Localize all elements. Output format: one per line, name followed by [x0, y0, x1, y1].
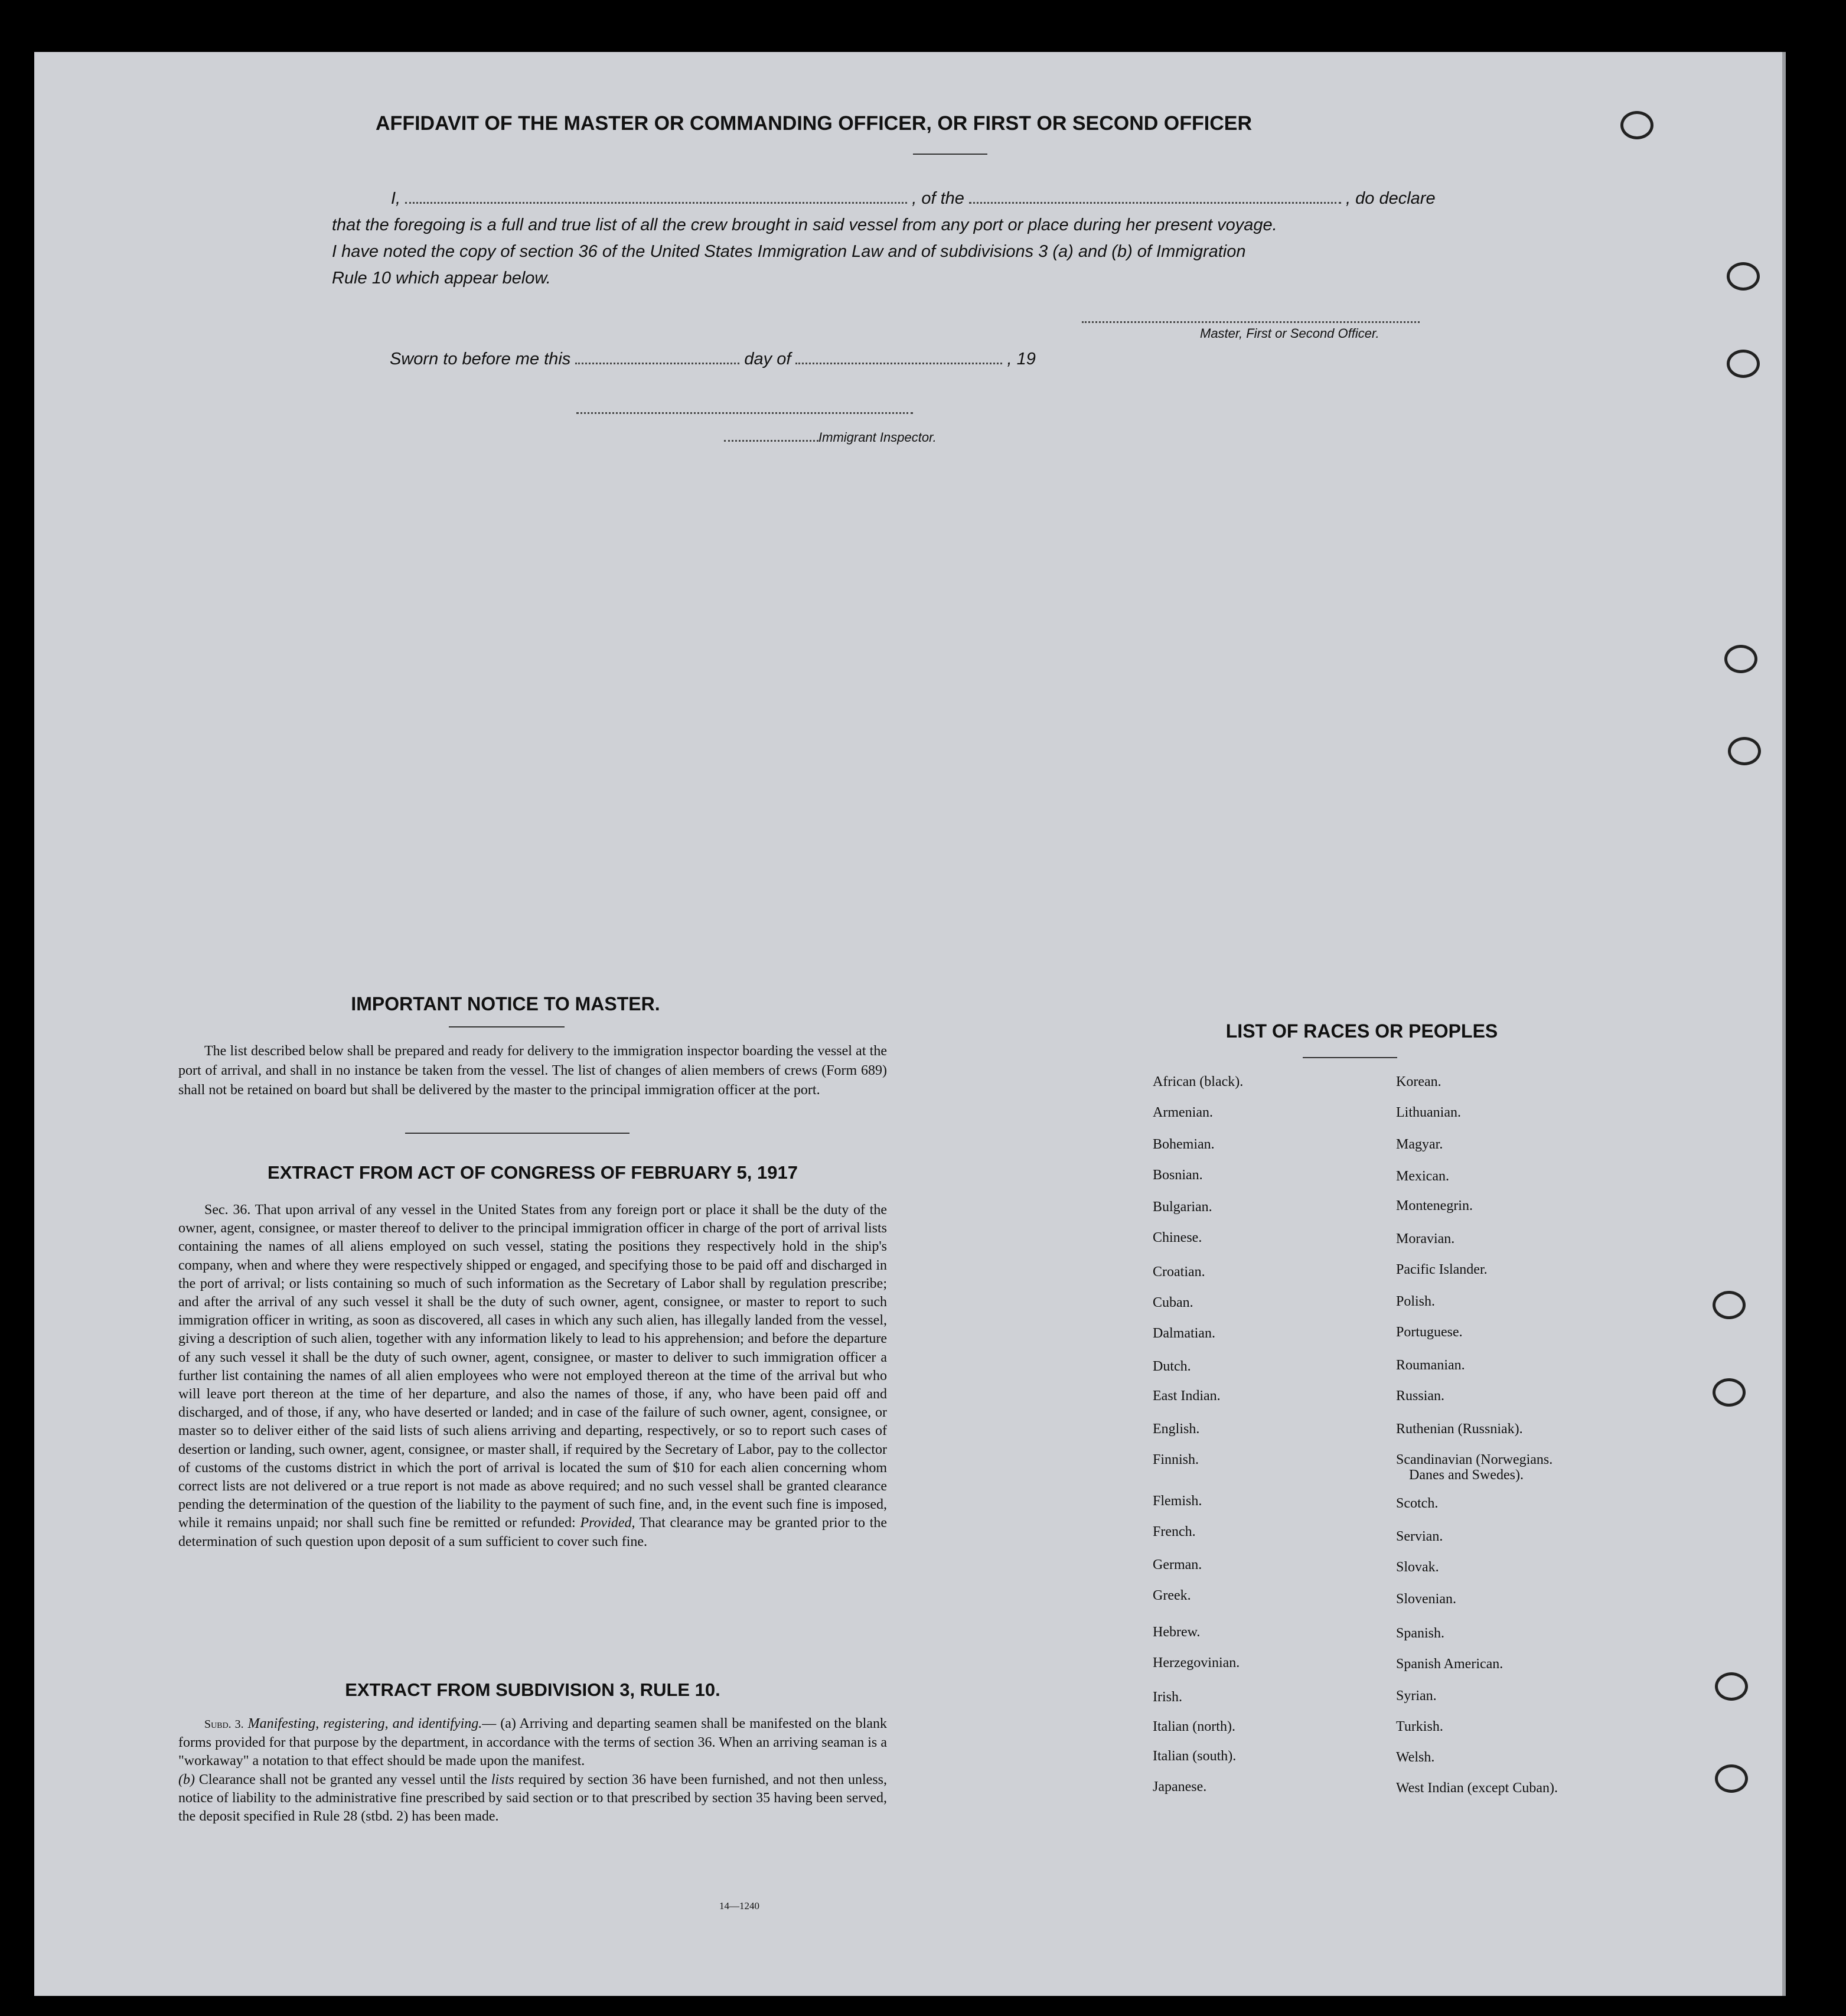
binder-hole — [1620, 111, 1653, 139]
vessel-blank[interactable] — [969, 202, 1341, 204]
notice-title: IMPORTANT NOTICE TO MASTER. — [351, 993, 660, 1014]
subdivision-b-text-2: required by section 36 have been furnished, and not then unless, notice of liability to the administrative fine prescribed by said section or to that prescribed by section 35 having been served, the deposit specified in Rule 28 (stbd. 2) has been made. — [178, 1772, 888, 1825]
section-divider — [405, 1133, 630, 1134]
race-item: Cuban. — [1153, 1295, 1193, 1310]
binder-hole — [1713, 1291, 1746, 1319]
inspector-line — [724, 430, 937, 445]
extract-rule-text — [178, 1715, 887, 1826]
race-item: Italian (south). — [1153, 1748, 1237, 1764]
day-of-label: day of — [744, 350, 791, 368]
race-item: African (black). — [1153, 1074, 1244, 1089]
signature-blank[interactable] — [1082, 321, 1420, 323]
subdivision-mark: Subd. 3. — [204, 1718, 244, 1731]
affidavit-line-4: Rule 10 which appear below. — [332, 269, 551, 288]
affidavit-line-3: I have noted the copy of section 36 of the United States Immigration Law and of subdivisions 3 (a) and (b) of Immigration — [332, 242, 1246, 261]
race-item: Croatian. — [1153, 1264, 1205, 1280]
binder-hole — [1724, 645, 1757, 673]
race-item: Dutch. — [1153, 1359, 1191, 1374]
notice-rule — [449, 1026, 565, 1027]
binder-hole — [1713, 1378, 1746, 1407]
notice-text — [178, 1042, 887, 1100]
affidavit-i-label: I, — [391, 189, 401, 208]
race-item: Italian (north). — [1153, 1719, 1235, 1734]
race-item: Dalmatian. — [1153, 1326, 1215, 1341]
extract-act-paragraph: Sec. 36. That upon arrival of any vessel in the United States from any foreign port or place it shall be the duty of the owner, agent, consignee, or master thereof to deliver to the principal immigration officer in charge of the port of arrival lists containing the names of all aliens employed on such vessel, stating the positions they respectively hold in the ship's company, when and where they were respectively shipped or engaged, and specifying those to be paid off and discharged in the port of arrival; or lists containing so much of such information as the Secretary of Labor shall by regulation prescribe; and after the arrival of any such vessel it shall be the duty of such owner, agent, consignee, or master to report to such immigration officer in writing, as soon as discovered, all cases in which any such alien, has illegally landed from the vessel, giving a description of such alien, together with any information likely to lead to his apprehension; and before the departure of any such vessel it shall be the duty of such owner, agent, consignee, or master to deliver to such immigration officer a further list containing the names of all alien employees who were not employed thereon at the time of the arrival but who will leave port thereon at the time of her departure, and also the names of those, if any, who have been paid off and discharged, and of those, if any, who have deserted or landed; and in case of the failure of such owner, agent, consignee, or master so to deliver either of the said lists of such aliens arriving and departing, respectively, or so to report such cases of desertion or landing, such owner, agent, consignee, or master shall, if required by the Secretary of Labor, pay to the collector of customs of the customs district in which the port of arrival is located the sum of $10 for each alien concerning whom correct lists are not delivered or a true report is not made as above required; and no such vessel shall be granted clearance pending the determination of the question of the liability to the payment of such fine, and, in the event such fine is imposed, while it remains unpaid; nor shall such fine be remitted or refunded: — [178, 1202, 887, 1531]
race-item: Slovenian. — [1396, 1591, 1456, 1607]
year-label: , 19 — [1007, 350, 1036, 368]
sworn-label: Sworn to before me this — [390, 350, 571, 368]
affidavit-line-2: that the foregoing is a full and true list of all the crew brought in said vessel from any port or place during her present voyage. — [332, 216, 1277, 234]
race-item: Polish. — [1396, 1294, 1436, 1309]
race-item: Japanese. — [1153, 1779, 1207, 1795]
race-item: Spanish American. — [1396, 1656, 1503, 1672]
extract-act-text — [178, 1201, 887, 1551]
race-item: Russian. — [1396, 1388, 1445, 1404]
subdivision-b-mark: (b) — [178, 1772, 195, 1787]
document-page — [34, 52, 1786, 1996]
form-number: 14—1240 — [719, 1900, 759, 1911]
inspector-name-blank[interactable] — [724, 440, 818, 442]
race-item: Servian. — [1396, 1529, 1443, 1544]
race-item: Finnish. — [1153, 1452, 1199, 1467]
binder-hole — [1728, 737, 1761, 765]
binder-hole — [1715, 1672, 1748, 1701]
race-item: Turkish. — [1396, 1719, 1443, 1734]
extract-act-proviso: That clearance may be granted prior to the determination of such question upon deposit of a sum sufficient to cover such fine. — [178, 1515, 887, 1549]
extract-rule-title: EXTRACT FROM SUBDIVISION 3, RULE 10. — [345, 1679, 720, 1700]
do-declare-label: , do declare — [1346, 189, 1436, 208]
race-item: Roumanian. — [1396, 1358, 1465, 1373]
race-item: Irish. — [1153, 1689, 1182, 1705]
sworn-month-blank[interactable] — [795, 363, 1002, 364]
race-item: Danes and Swedes). — [1409, 1467, 1524, 1483]
race-item: German. — [1153, 1557, 1202, 1573]
race-item: English. — [1153, 1421, 1200, 1437]
race-item: Moravian. — [1396, 1231, 1455, 1247]
race-item: Ruthenian (Russniak). — [1396, 1421, 1523, 1437]
race-item: Slovak. — [1396, 1560, 1439, 1575]
race-item: Bosnian. — [1153, 1167, 1203, 1183]
affidavit-title: AFFIDAVIT OF THE MASTER OR COMMANDING OFFICER, OR FIRST OR SECOND OFFICER — [376, 112, 1252, 135]
race-item: Montenegrin. — [1396, 1198, 1473, 1213]
races-rule — [1303, 1057, 1397, 1058]
race-item: Bohemian. — [1153, 1137, 1215, 1152]
race-item: Portuguese. — [1396, 1325, 1463, 1340]
notice-paragraph: The list described below shall be prepared and ready for delivery to the immigration inspector boarding the vessel at the port of arrival, and shall in no instance be taken from the vessel. The list of changes of alien members of crews (Form 689) shall not be retained on board but shall be delivered by the master to the principal immigration officer at the port. — [178, 1043, 887, 1098]
race-item: Scotch. — [1396, 1496, 1439, 1511]
race-item: Scandinavian (Norwegians. — [1396, 1452, 1553, 1467]
race-item: Herzegovinian. — [1153, 1655, 1240, 1671]
lists-term: lists — [491, 1772, 514, 1787]
title-rule — [913, 154, 987, 155]
extract-act-title: EXTRACT FROM ACT OF CONGRESS OF FEBRUARY 5, 1917 — [268, 1162, 798, 1183]
subdivision-b-text-1: Clearance shall not be granted any vessel until the — [198, 1772, 488, 1787]
race-item: West Indian (except Cuban). — [1396, 1780, 1558, 1796]
race-item: Mexican. — [1396, 1169, 1449, 1184]
race-item: Greek. — [1153, 1588, 1191, 1603]
binder-hole — [1727, 350, 1760, 378]
race-item: Lithuanian. — [1396, 1105, 1461, 1120]
subdivision-heading: Manifesting, registering, and identifying. — [247, 1716, 482, 1731]
provided-term: Provided, — [580, 1515, 635, 1531]
race-item: Welsh. — [1396, 1750, 1435, 1765]
race-item: Armenian. — [1153, 1105, 1213, 1120]
race-item: Hebrew. — [1153, 1624, 1201, 1640]
race-item: Bulgarian. — [1153, 1199, 1212, 1215]
name-blank[interactable] — [405, 202, 907, 204]
inspector-label: Immigrant Inspector. — [818, 430, 937, 445]
inspector-signature-blank[interactable] — [576, 412, 913, 414]
sworn-line — [390, 350, 1036, 369]
subdivision-a-text: — (a) Arriving and departing seamen shall be manifested on the blank forms provided for that purpose by the department, in accordance with the terms of section 36. When an arriving seaman is a "workaway" a notation to that effect should be made upon the manifest. — [178, 1716, 887, 1769]
race-item: French. — [1153, 1524, 1196, 1539]
page-edge — [1782, 52, 1786, 1996]
races-title: LIST OF RACES OR PEOPLES — [1225, 1020, 1498, 1042]
sworn-day-blank[interactable] — [575, 363, 739, 364]
race-item: East Indian. — [1153, 1388, 1221, 1404]
signature-label: Master, First or Second Officer. — [1200, 326, 1379, 341]
race-item: Chinese. — [1153, 1230, 1202, 1245]
race-item: Spanish. — [1396, 1626, 1445, 1641]
race-item: Magyar. — [1396, 1137, 1443, 1152]
race-item: Pacific Islander. — [1396, 1262, 1488, 1277]
race-item: Syrian. — [1396, 1688, 1437, 1704]
race-item: Flemish. — [1153, 1493, 1202, 1509]
race-item: Korean. — [1396, 1074, 1441, 1089]
binder-hole — [1715, 1764, 1748, 1793]
binder-hole — [1727, 262, 1760, 291]
of-the-label: , of the — [912, 189, 964, 208]
affidavit-declaration-line — [391, 189, 1436, 208]
